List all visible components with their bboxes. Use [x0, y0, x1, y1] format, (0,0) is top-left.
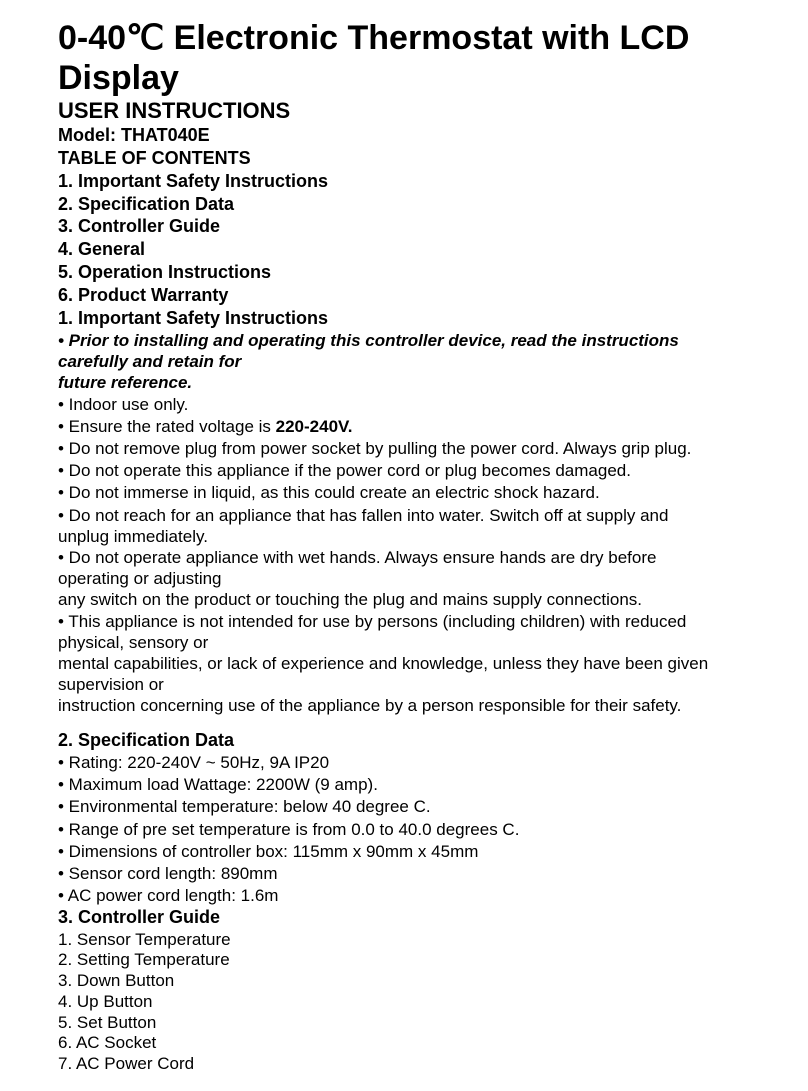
spec-item: • Maximum load Wattage: 2200W (9 amp). — [58, 775, 378, 794]
toc-item: 1. Important Safety Instructions — [58, 171, 329, 191]
voltage-value: 220-240V. — [275, 417, 353, 436]
spec-item: • Rating: 220-240V ~ 50Hz, 9A IP20 — [58, 753, 330, 772]
toc-item: 6. Product Warranty — [58, 285, 229, 305]
safety-line: supervision or — [58, 675, 164, 694]
safety-voltage-line — [58, 417, 353, 437]
voltage-prefix: • Ensure the rated voltage is — [58, 417, 276, 436]
guide-item: 6. AC Socket — [58, 1033, 157, 1052]
safety-intro-line: carefully and retain for — [58, 352, 242, 371]
safety-line: • Do not operate this appliance if the power cord or plug becomes damaged. — [58, 461, 631, 480]
section-heading-safety: 1. Important Safety Instructions — [58, 308, 329, 328]
safety-intro-line: future reference. — [58, 373, 193, 392]
section-heading-guide: 3. Controller Guide — [58, 907, 221, 927]
safety-line: unplug immediately. — [58, 527, 208, 546]
guide-item: 2. Setting Temperature — [58, 950, 230, 969]
spec-item: • Sensor cord length: 890mm — [58, 864, 278, 883]
safety-line: • Do not remove plug from power socket by pulling the power cord. Always grip plug. — [58, 439, 692, 458]
safety-line: operating or adjusting — [58, 569, 222, 588]
safety-line: • Indoor use only. — [58, 395, 189, 414]
toc-item: 4. General — [58, 239, 146, 259]
model-number: Model: THAT040E — [58, 125, 210, 145]
toc-heading: TABLE OF CONTENTS — [58, 148, 251, 168]
safety-line: • Do not immerse in liquid, as this could create an electric shock hazard. — [58, 483, 600, 502]
document-title-line-1: 0-40℃ Electronic Thermostat with LCD — [58, 19, 690, 57]
safety-line: physical, sensory or — [58, 633, 209, 652]
toc-item: 5. Operation Instructions — [58, 262, 272, 282]
toc-item: 3. Controller Guide — [58, 216, 221, 236]
safety-line: • This appliance is not intended for use by persons (including children) with reduced — [58, 612, 687, 631]
safety-line: • Do not operate appliance with wet hands. Always ensure hands are dry before — [58, 548, 657, 567]
spec-item: • AC power cord length: 1.6m — [58, 886, 279, 905]
guide-item: 3. Down Button — [58, 971, 175, 990]
safety-line: • Do not reach for an appliance that has fallen into water. Switch off at supply and — [58, 506, 669, 525]
safety-intro-line: • Prior to installing and operating this controller device, read the instructions — [58, 331, 679, 350]
document-title-line-2: Display — [58, 59, 179, 97]
safety-line: any switch on the product or touching the plug and mains supply connections. — [58, 590, 643, 609]
guide-item: 1. Sensor Temperature — [58, 930, 231, 949]
safety-line: instruction concerning use of the appliance by a person responsible for their safety. — [58, 696, 682, 715]
document-subtitle: USER INSTRUCTIONS — [58, 98, 291, 123]
guide-item: 7. AC Power Cord — [58, 1054, 195, 1073]
spec-item: • Environmental temperature: below 40 degree C. — [58, 797, 431, 816]
guide-item: 4. Up Button — [58, 992, 153, 1011]
spec-item: • Range of pre set temperature is from 0.0 to 40.0 degrees C. — [58, 820, 520, 839]
guide-item: 5. Set Button — [58, 1013, 157, 1032]
section-heading-spec: 2. Specification Data — [58, 730, 235, 750]
spec-item: • Dimensions of controller box: 115mm x 90mm x 45mm — [58, 842, 479, 861]
toc-item: 2. Specification Data — [58, 194, 235, 214]
safety-line: mental capabilities, or lack of experience and knowledge, unless they have been given — [58, 654, 709, 673]
